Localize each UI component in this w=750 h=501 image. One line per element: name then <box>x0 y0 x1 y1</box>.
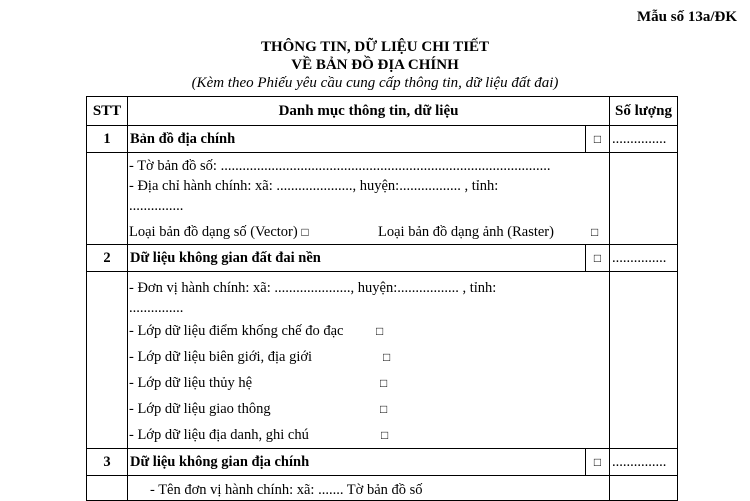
raster-checkbox[interactable]: □ <box>591 225 599 239</box>
layer-checkbox[interactable]: □ <box>383 350 391 364</box>
section-checkbox[interactable]: □ <box>586 245 610 272</box>
quantity-field[interactable]: ............... <box>610 245 678 272</box>
form-code: Mẫu số 13a/ĐK <box>636 9 737 25</box>
document-subtitle: (Kèm theo Phiếu yêu cầu cung cấp thông tin, dữ liệu đất đai) <box>191 75 559 91</box>
document-title-line1: THÔNG TIN, DỮ LIỆU CHI TIẾT <box>260 39 490 55</box>
table-header-row <box>87 97 678 126</box>
layer-label: - Lớp dữ liệu thủy hệ <box>129 375 253 391</box>
section-number: 1 <box>87 126 128 153</box>
details-cell <box>128 153 610 245</box>
header-quantity: Số lượng <box>610 97 678 126</box>
section-checkbox[interactable]: □ <box>586 126 610 153</box>
vector-option-label: Loại bản đồ dạng số (Vector) <box>129 224 298 240</box>
vector-checkbox[interactable]: □ <box>301 225 309 239</box>
map-type-line <box>128 222 609 244</box>
layer-label: - Lớp dữ liệu điểm khống chế đo đạc <box>129 323 344 339</box>
section-row-1 <box>87 126 678 153</box>
document-title-line2: VỀ BẢN ĐỒ ĐỊA CHÍNH <box>291 57 459 73</box>
province-dots-line: ............... <box>129 300 184 316</box>
raster-option-label: Loại bản đồ dạng ảnh (Raster) <box>378 224 554 240</box>
header-stt: STT <box>87 97 128 126</box>
section-title: Dữ liệu không gian đất đai nền <box>128 245 586 272</box>
section-details-2 <box>87 272 678 449</box>
map-sheet-line: - Tờ bản đồ số: ........................................................................................... <box>129 158 551 174</box>
section-row-3 <box>87 449 678 476</box>
layer-label: - Lớp dữ liệu giao thông <box>129 401 271 417</box>
admin-address-line: - Địa chỉ hành chính: xã: ....................., huyện:................. , tỉnh: <box>129 178 499 194</box>
header-category: Danh mục thông tin, dữ liệu <box>128 97 610 126</box>
section-details-3 <box>87 476 678 501</box>
admin-unit-line: - Tên đơn vị hành chính: xã: ....... Tờ bản đồ số <box>150 482 423 498</box>
info-table <box>86 96 678 501</box>
section-number: 3 <box>87 449 128 476</box>
province-dots-line: ............... <box>129 198 184 214</box>
layer-checkbox[interactable]: □ <box>376 324 384 338</box>
layer-checkbox[interactable]: □ <box>380 376 388 390</box>
section-title: Bản đồ địa chính <box>128 126 586 153</box>
layer-label: - Lớp dữ liệu địa danh, ghi chú <box>129 427 309 443</box>
section-details-1 <box>87 153 678 245</box>
quantity-field[interactable]: ............... <box>610 449 678 476</box>
details-cell <box>128 476 610 501</box>
layer-label: - Lớp dữ liệu biên giới, địa giới <box>129 349 313 365</box>
layer-item <box>128 396 609 422</box>
section-number: 2 <box>87 245 128 272</box>
section-checkbox[interactable]: □ <box>586 449 610 476</box>
layer-item <box>128 344 609 370</box>
layer-item <box>128 318 609 344</box>
layer-checkbox[interactable]: □ <box>381 428 389 442</box>
layer-checkbox[interactable]: □ <box>380 402 388 416</box>
admin-unit-line: - Đơn vị hành chính: xã: ....................., huyện:................. , tỉnh: <box>129 280 497 296</box>
layer-item <box>128 370 609 396</box>
layer-item <box>128 422 609 448</box>
details-cell <box>128 272 610 449</box>
section-title: Dữ liệu không gian địa chính <box>128 449 586 476</box>
quantity-field[interactable]: ............... <box>610 126 678 153</box>
section-row-2 <box>87 245 678 272</box>
